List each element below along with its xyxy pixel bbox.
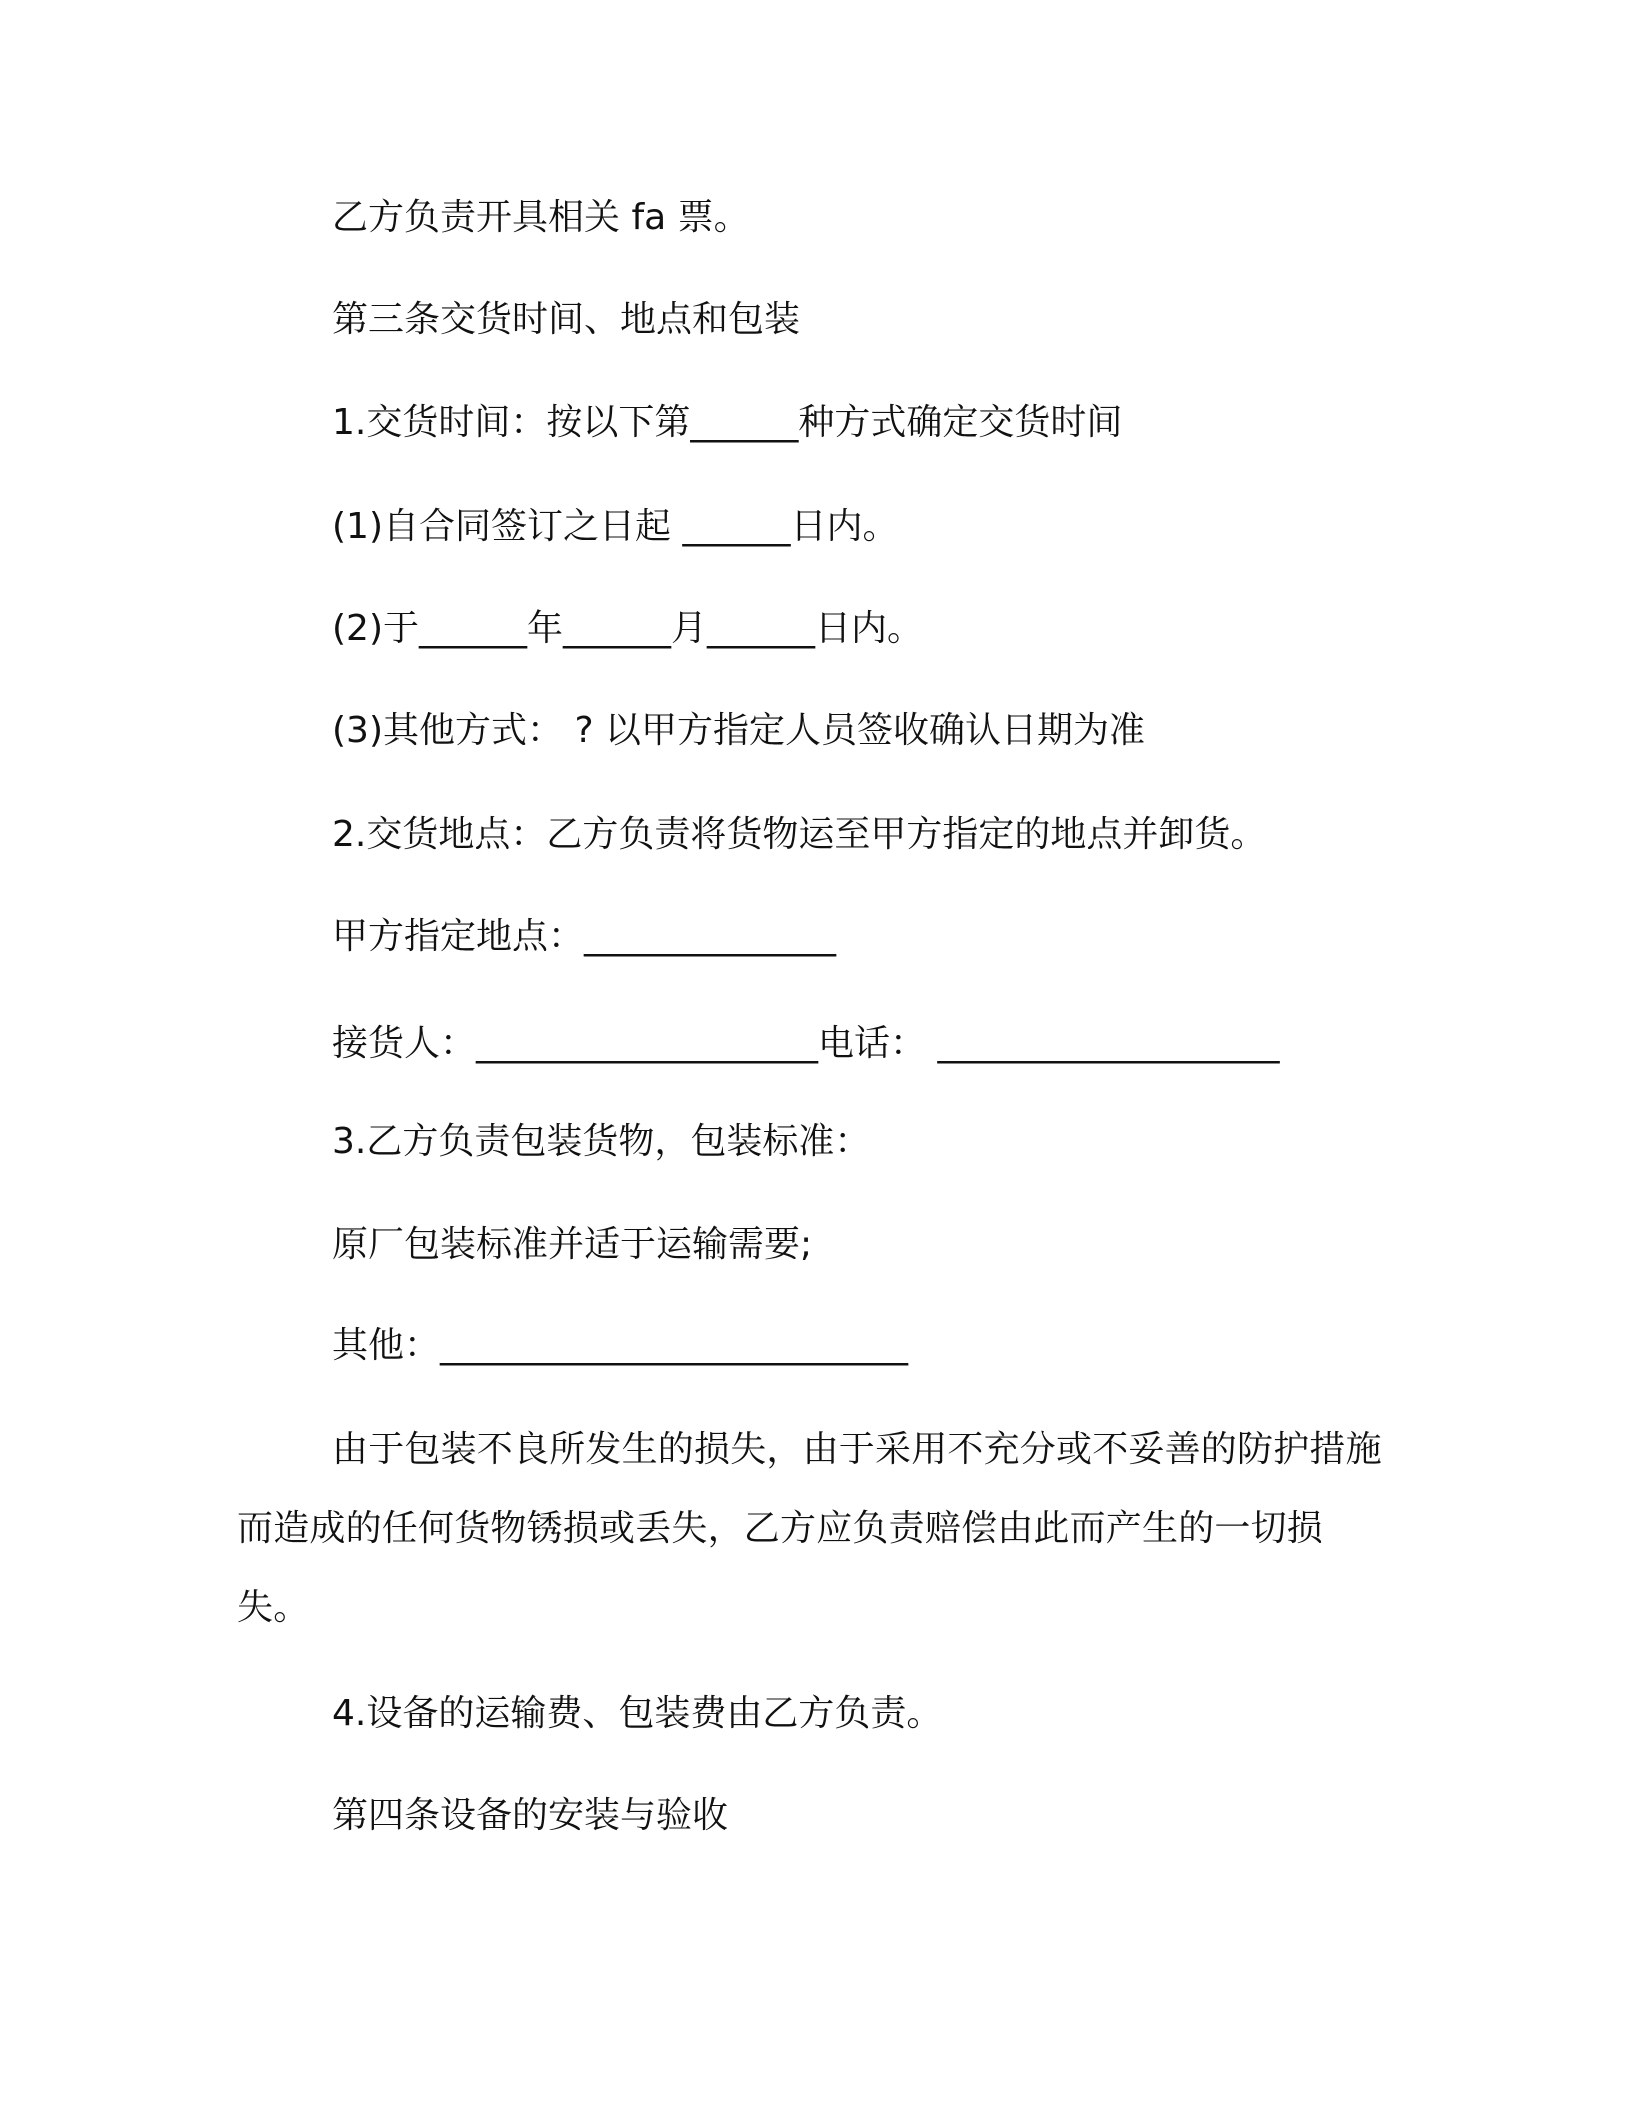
other-packaging-line: 其他：__________________________ bbox=[332, 1325, 909, 1366]
designated-location-line: 甲方指定地点：______________ bbox=[332, 916, 837, 957]
delivery-option-3: (3)其他方式： ? 以甲方指定人员签收确认日期为准 bbox=[332, 710, 1145, 751]
transport-fee-line: 4.设备的运输费、包装费由乙方负责。 bbox=[332, 1693, 943, 1734]
packaging-standard-line: 原厂包装标准并适于运输需要; bbox=[332, 1224, 813, 1265]
receiver-phone-line: 接货人：___________________电话： ___________________ bbox=[332, 1023, 1280, 1064]
delivery-option-2: (2)于______年______月______日内。 bbox=[332, 608, 923, 649]
packaging-line: 3.乙方负责包装货物，包装标准： bbox=[332, 1121, 871, 1162]
invoice-line: 乙方负责开具相关 fa 票。 bbox=[332, 197, 750, 238]
article-4-heading: 第四条设备的安装与验收 bbox=[332, 1795, 729, 1836]
article-3-heading: 第三条交货时间、地点和包装 bbox=[332, 299, 801, 340]
delivery-time-line: 1.交货时间：按以下第______种方式确定交货时间 bbox=[332, 402, 1123, 443]
delivery-option-1: (1)自合同签订之日起 ______日内。 bbox=[332, 506, 899, 547]
liability-paragraph: 由于包装不良所发生的损失，由于采用不充分或不妥善的防护措施而造成的任何货物锈损或丢失，乙方应负责赔偿由此而产生的一切损失。 bbox=[237, 1429, 1382, 1628]
delivery-location-line: 2.交货地点：乙方负责将货物运至甲方指定的地点并卸货。 bbox=[332, 814, 1267, 855]
